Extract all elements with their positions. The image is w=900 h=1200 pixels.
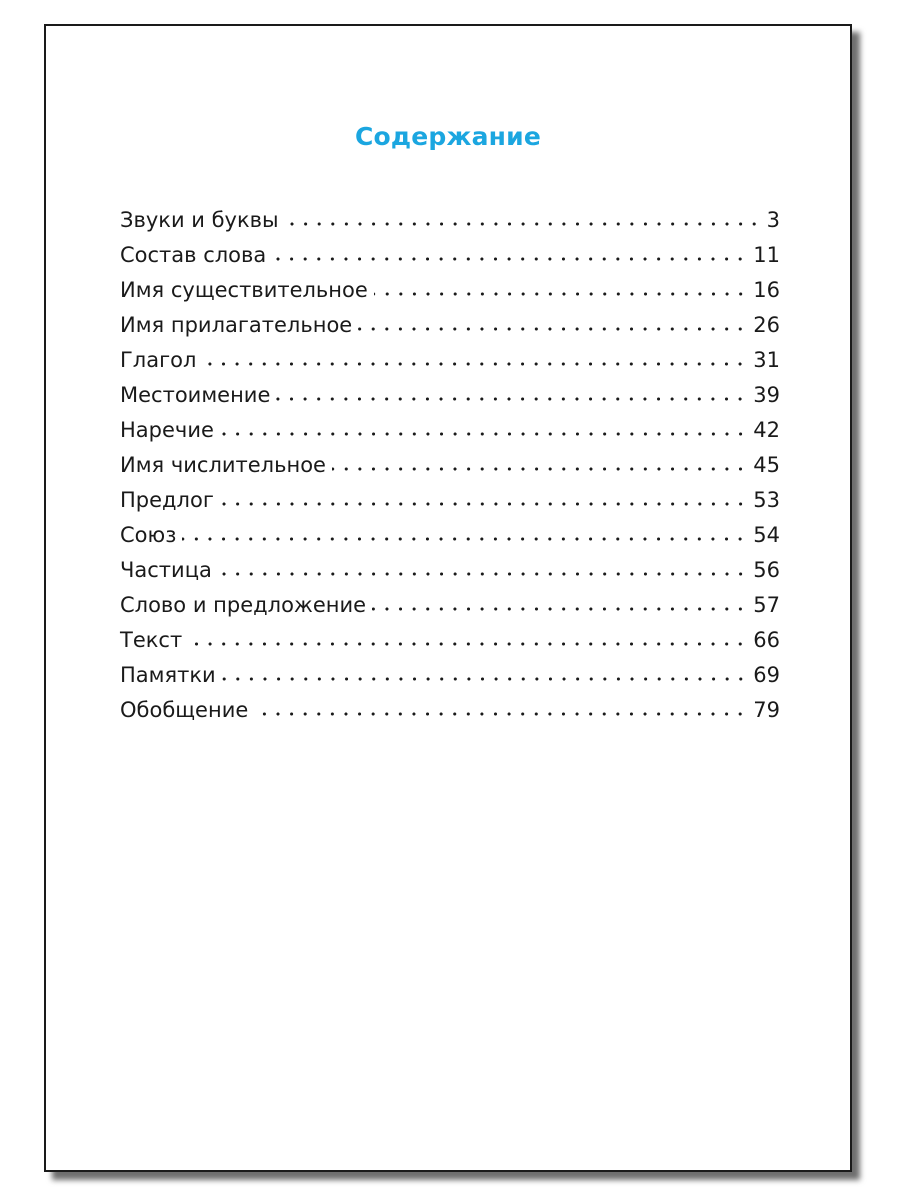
toc-entry-page: 26 [753, 313, 780, 337]
toc-entry-label: Текст [120, 628, 183, 652]
dot-leader [285, 222, 761, 226]
toc-entry [120, 558, 780, 593]
toc-entry-page: 54 [753, 523, 780, 547]
toc-entry-page: 57 [753, 593, 780, 617]
toc-entry [120, 488, 780, 523]
dot-leader [276, 397, 747, 401]
dot-leader [182, 537, 747, 541]
toc-entry [120, 523, 780, 558]
page-title: Содержание [354, 122, 542, 151]
toc-entry-page: 16 [753, 278, 780, 302]
document-page [44, 24, 852, 1172]
toc-entry-page: 56 [753, 558, 780, 582]
toc-entry-page: 3 [766, 208, 780, 232]
toc-entry [120, 208, 780, 243]
toc-entry-page: 45 [753, 453, 780, 477]
toc-entry-label: Имя существительное [120, 278, 368, 302]
toc-entry-page: 39 [753, 383, 780, 407]
toc-entry-page: 69 [753, 663, 780, 687]
toc-entry-label: Местоимение [120, 383, 271, 407]
toc-entry [120, 593, 780, 628]
toc-entry-label: Имя числительное [120, 453, 326, 477]
toc-entry [120, 313, 780, 348]
dot-leader [222, 677, 748, 681]
dot-leader [218, 572, 747, 576]
dot-leader [272, 257, 747, 261]
dot-leader [358, 327, 747, 331]
toc-entry-label: Союз [120, 523, 177, 547]
toc-entry [120, 383, 780, 418]
dot-leader [188, 642, 747, 646]
toc-entry-page: 66 [753, 628, 780, 652]
toc-entry-page: 31 [753, 348, 780, 372]
toc-entry-label: Слово и предложение [120, 593, 367, 617]
toc-entry [120, 243, 780, 278]
dot-leader [202, 362, 747, 366]
toc-entry [120, 663, 780, 698]
toc-entry [120, 453, 780, 488]
toc-entry [120, 418, 780, 453]
toc-entry-page: 53 [753, 488, 780, 512]
dot-leader [332, 467, 747, 471]
toc-entry-label: Предлог [120, 488, 214, 512]
toc-entry-label: Обобщение [120, 698, 249, 722]
dot-leader [374, 292, 747, 296]
toc-entry [120, 698, 780, 733]
dot-leader [254, 712, 747, 716]
toc-entry [120, 628, 780, 663]
toc-entry-page: 11 [753, 243, 780, 267]
toc-entry-label: Памятки [120, 663, 216, 687]
toc-entry-label: Глагол [120, 348, 197, 372]
toc-entry [120, 278, 780, 313]
toc-entry-page: 79 [753, 698, 780, 722]
dot-leader [372, 607, 747, 611]
toc-entry-label: Наречие [120, 418, 214, 442]
toc-entry-page: 42 [753, 418, 780, 442]
dot-leader [220, 432, 747, 436]
toc-entry-label: Имя прилагательное [120, 313, 353, 337]
table-of-contents [120, 208, 780, 733]
toc-entry-label: Частица [120, 558, 212, 582]
toc-entry-label: Состав слова [120, 243, 267, 267]
dot-leader [220, 502, 747, 506]
toc-entry-label: Звуки и буквы [120, 208, 279, 232]
toc-entry [120, 348, 780, 383]
